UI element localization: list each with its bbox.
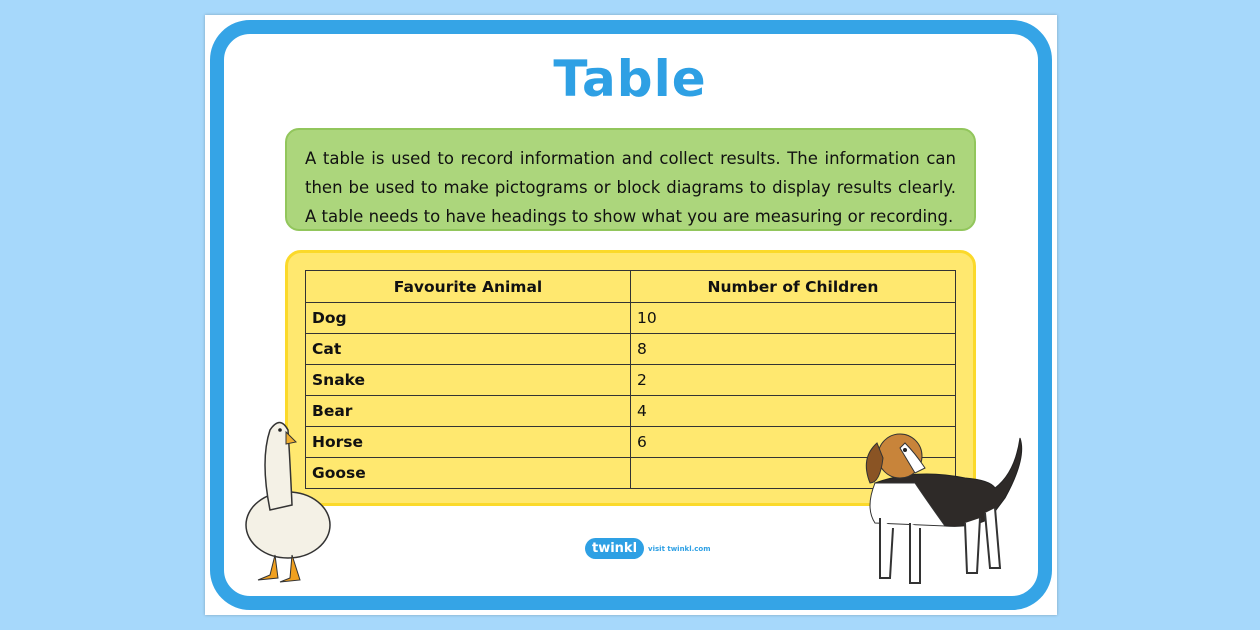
table-row [306,396,956,427]
table-row [306,334,956,365]
twinkl-logo-cloud: twinkl [585,538,644,559]
table-row [306,365,956,396]
header-count: Number of Children [631,271,956,303]
table-header-row [306,271,956,303]
twinkl-logo[interactable] [585,538,711,559]
cell-animal: Goose [306,458,631,489]
cell-animal: Snake [306,365,631,396]
cell-animal: Cat [306,334,631,365]
cell-count: 4 [631,396,956,427]
table-row [306,303,956,334]
page-title: Table [553,50,707,108]
intro-text: A table is used to record information and collect results. The information can then be used to make pictograms or block diagrams to display results clearly. A table needs to have headings to show what you are measuring or recording. [285,128,976,231]
cell-animal: Horse [306,427,631,458]
cell-animal: Dog [306,303,631,334]
cell-count: 2 [631,365,956,396]
cell-count: 6 [631,427,956,458]
cell-count: 8 [631,334,956,365]
visit-link[interactable]: visit twinkl.com [648,544,711,553]
header-animal: Favourite Animal [306,271,631,303]
beagle-illustration [855,428,1030,593]
cell-animal: Bear [306,396,631,427]
cell-count: 10 [631,303,956,334]
goose-illustration [230,410,340,590]
